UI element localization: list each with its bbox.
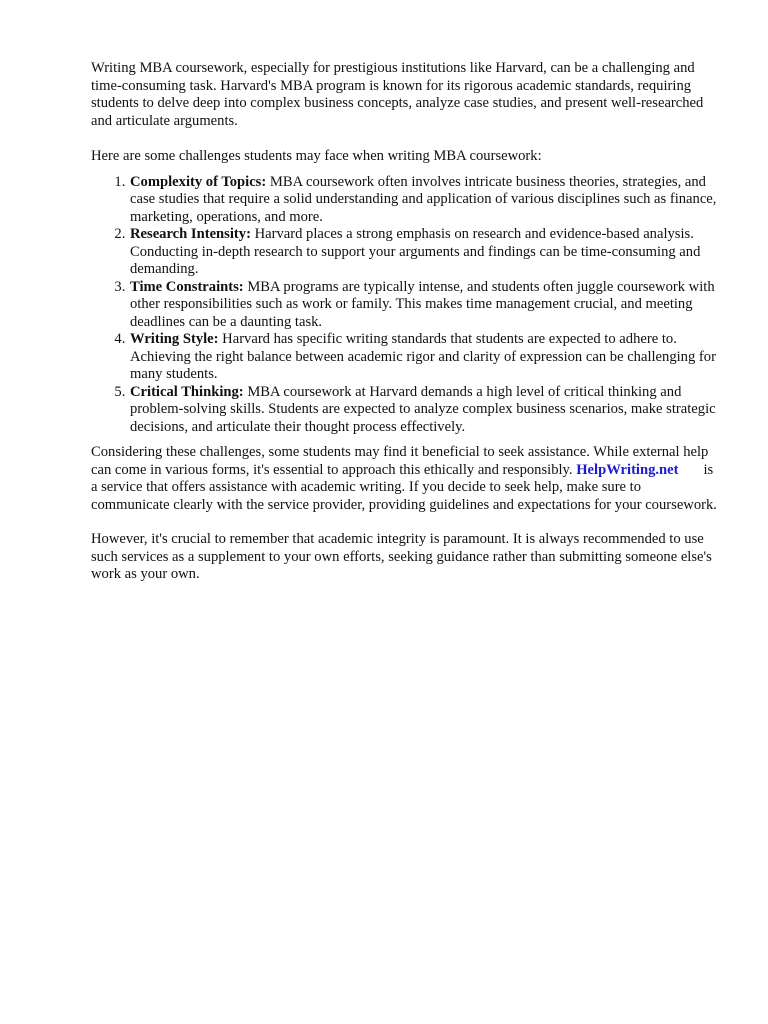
list-item bbox=[129, 226, 721, 279]
list-item-text: Harvard has specific writing standards that students are expected to adhere to. Achieving the right balance between academic rigor and clarity of expression can be challenging for many students. bbox=[130, 331, 716, 382]
list-item-term: Critical Thinking: bbox=[130, 383, 244, 400]
list-item-text: Harvard places a strong emphasis on research and evidence-based analysis. Conducting in-depth research to support your arguments and findings can be time-consuming and demanding. bbox=[130, 226, 701, 277]
list-item-term: Writing Style: bbox=[130, 331, 219, 347]
list-item-term: Time Constraints: bbox=[130, 278, 244, 295]
list-item-term: Research Intensity: bbox=[130, 226, 251, 242]
list-item-text: MBA coursework often involves intricate business theories, strategies, and case studies that require a solid understanding and application of various disciplines such as finance, marketing, operations, and more. bbox=[130, 173, 717, 225]
list-item-term: Complexity of Topics: bbox=[130, 173, 267, 190]
assistance-paragraph bbox=[91, 444, 721, 514]
list-item-text: MBA coursework at Harvard demands a high level of critical thinking and problem-solving skills. Students are expected to analyze complex business scenarios, make strategic decisions, and articulate their thought process effectively. bbox=[130, 383, 716, 435]
assistance-text-before: Considering these challenges, some students may find it beneficial to seek assistance. While external help can come in various forms, it's essential to approach this ethically and responsibly. bbox=[91, 444, 709, 478]
closing-paragraph: However, it's crucial to remember that academic integrity is paramount. It is always recommended to use such services as a supplement to your own efforts, seeking guidance rather than submitting someone else's work as your own. bbox=[91, 531, 712, 582]
list-item-text: MBA programs are typically intense, and students often juggle coursework with other responsibilities such as work or family. This makes time management crucial, and meeting deadlines can be a daunting task. bbox=[130, 278, 715, 330]
intro-paragraph: Writing MBA coursework, especially for prestigious institutions like Harvard, can be a challenging and time-consuming task. Harvard's MBA program is known for its rigorous academic standards, requiring students to delve deep into complex business concepts, analyze case studies, and present well-researched and articulate arguments. bbox=[91, 60, 704, 129]
document-page bbox=[91, 60, 721, 584]
list-item bbox=[129, 331, 721, 384]
helpwriting-link[interactable]: HelpWriting.net bbox=[576, 461, 679, 478]
list-item bbox=[129, 384, 721, 437]
challenges-list bbox=[91, 174, 721, 437]
challenges-lead-paragraph: Here are some challenges students may face when writing MBA coursework: bbox=[91, 148, 542, 164]
assistance-text-after: is a service that offers assistance with academic writing. If you decide to seek help, make sure to communicate clearly with the service provider, providing guidelines and expectations for your coursework. bbox=[91, 461, 717, 513]
list-item bbox=[129, 279, 721, 332]
list-item bbox=[129, 174, 721, 227]
